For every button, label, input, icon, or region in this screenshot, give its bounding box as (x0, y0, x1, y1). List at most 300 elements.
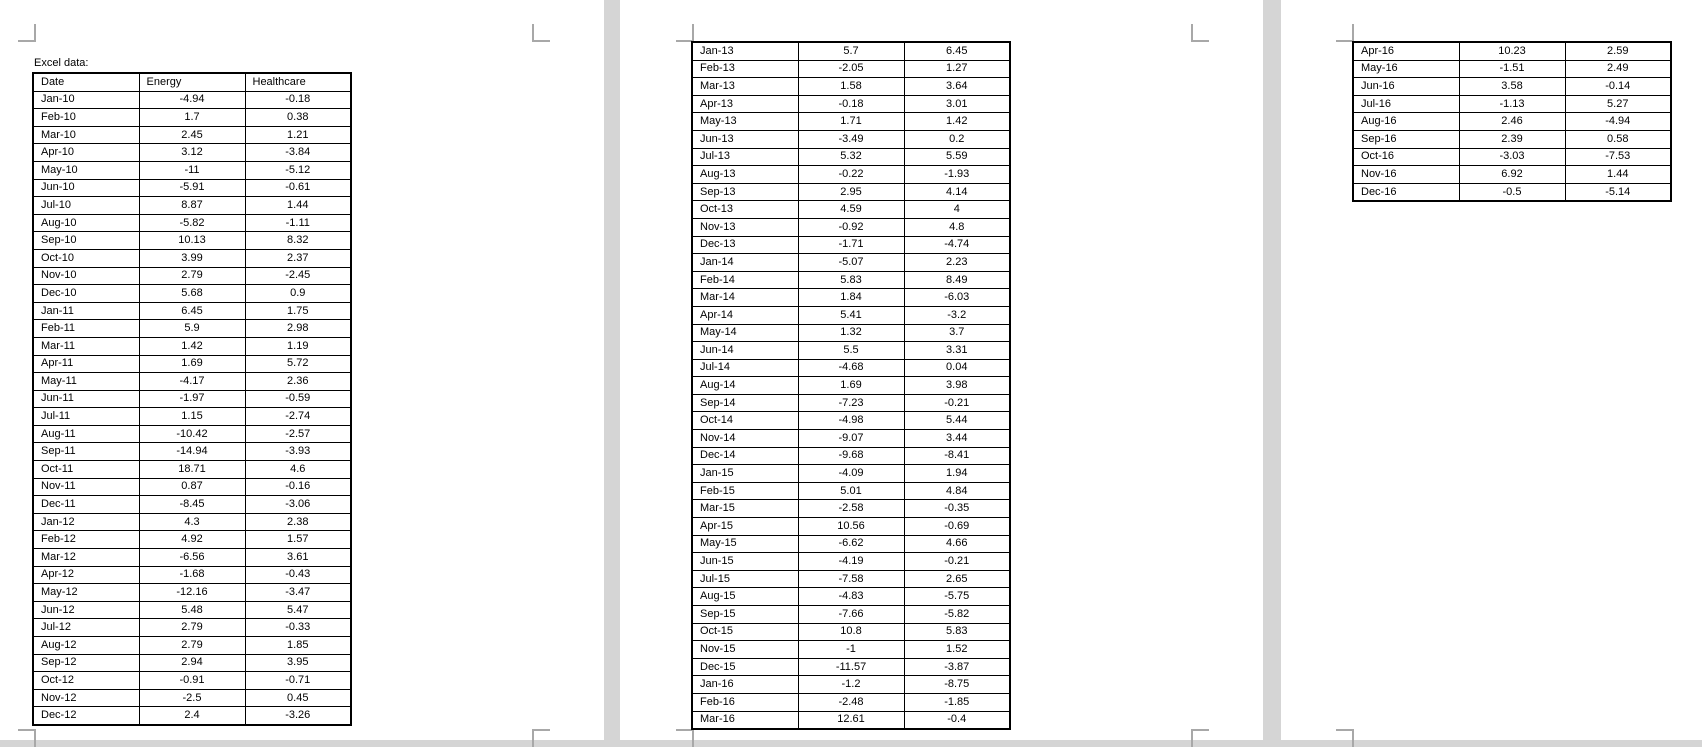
cell-date: Nov-14 (692, 430, 798, 448)
table-row (692, 183, 1010, 201)
table-row (692, 553, 1010, 571)
cell-healthcare: 4.8 (904, 218, 1010, 236)
cell-healthcare: -5.75 (904, 588, 1010, 606)
table-row (1353, 183, 1671, 201)
cell-date: Dec-16 (1353, 183, 1459, 201)
cell-healthcare: 4.84 (904, 482, 1010, 500)
cell-date: Sep-16 (1353, 130, 1459, 148)
cell-healthcare: 2.49 (1565, 60, 1671, 78)
table-row (33, 478, 351, 496)
cell-date: Apr-10 (33, 144, 139, 162)
cell-date: Dec-10 (33, 285, 139, 303)
cell-date: May-12 (33, 584, 139, 602)
cell-energy: 2.79 (139, 637, 245, 655)
cell-energy: 5.01 (798, 482, 904, 500)
cell-healthcare: 3.7 (904, 324, 1010, 342)
cell-healthcare: -5.12 (245, 161, 351, 179)
cell-date: Apr-12 (33, 566, 139, 584)
table-row (692, 711, 1010, 729)
cell-energy: 3.58 (1459, 78, 1565, 96)
table-row (33, 214, 351, 232)
table-row (33, 443, 351, 461)
cell-date: Sep-13 (692, 183, 798, 201)
cell-date: Aug-10 (33, 214, 139, 232)
cell-energy: 1.69 (798, 377, 904, 395)
cell-date: Apr-11 (33, 355, 139, 373)
cell-energy: -2.58 (798, 500, 904, 518)
table-row (692, 588, 1010, 606)
cell-healthcare: 1.19 (245, 337, 351, 355)
cell-healthcare: -3.93 (245, 443, 351, 461)
cell-date: Feb-16 (692, 693, 798, 711)
cell-date: Nov-16 (1353, 166, 1459, 184)
table-row (692, 306, 1010, 324)
cell-healthcare: 2.98 (245, 320, 351, 338)
cell-energy: 5.5 (798, 342, 904, 360)
cell-healthcare: 5.27 (1565, 95, 1671, 113)
cell-healthcare: 6.45 (904, 42, 1010, 60)
cell-date: Dec-12 (33, 707, 139, 725)
cell-energy: -1.71 (798, 236, 904, 254)
data-table-page-3 (1352, 41, 1672, 202)
cell-healthcare: 2.65 (904, 570, 1010, 588)
cell-energy: -0.92 (798, 218, 904, 236)
cell-date: Nov-13 (692, 218, 798, 236)
table-row (33, 637, 351, 655)
table-row (33, 619, 351, 637)
margin-corner-marker (1336, 24, 1354, 42)
table-row (692, 447, 1010, 465)
cell-healthcare: -3.47 (245, 584, 351, 602)
cell-date: Jul-10 (33, 197, 139, 215)
table-row (1353, 113, 1671, 131)
cell-healthcare: 3.31 (904, 342, 1010, 360)
cell-energy: 2.46 (1459, 113, 1565, 131)
table-row (692, 377, 1010, 395)
cell-healthcare: 1.85 (245, 637, 351, 655)
cell-date: Oct-15 (692, 623, 798, 641)
cell-date: Jul-14 (692, 359, 798, 377)
cell-energy: 5.32 (798, 148, 904, 166)
cell-healthcare: 4 (904, 201, 1010, 219)
cell-energy: 1.15 (139, 408, 245, 426)
cell-date: May-14 (692, 324, 798, 342)
table-row (33, 197, 351, 215)
cell-energy: -1.51 (1459, 60, 1565, 78)
table-row (692, 465, 1010, 483)
table-row (692, 60, 1010, 78)
cell-energy: 10.8 (798, 623, 904, 641)
cell-date: Feb-15 (692, 482, 798, 500)
cell-healthcare: -0.16 (245, 478, 351, 496)
cell-date: Sep-12 (33, 654, 139, 672)
cell-energy: -9.68 (798, 447, 904, 465)
cell-healthcare: 2.59 (1565, 42, 1671, 60)
cell-energy: -4.17 (139, 373, 245, 391)
cell-healthcare: -0.61 (245, 179, 351, 197)
cell-energy: 2.79 (139, 619, 245, 637)
table-row (33, 337, 351, 355)
table-row (692, 394, 1010, 412)
cell-energy: -1.68 (139, 566, 245, 584)
cell-energy: 18.71 (139, 461, 245, 479)
margin-corner-marker (1191, 729, 1209, 747)
table-row (33, 408, 351, 426)
cell-energy: 4.92 (139, 531, 245, 549)
table-row (33, 302, 351, 320)
margin-corner-marker (18, 729, 36, 747)
table-row (692, 693, 1010, 711)
cell-healthcare: -2.45 (245, 267, 351, 285)
table-row (33, 672, 351, 690)
cell-energy: 5.9 (139, 320, 245, 338)
table-row (33, 179, 351, 197)
table-row (33, 109, 351, 127)
cell-healthcare: 5.59 (904, 148, 1010, 166)
cell-energy: 1.71 (798, 113, 904, 131)
table-row (692, 570, 1010, 588)
table-row (692, 518, 1010, 536)
cell-energy: 6.92 (1459, 166, 1565, 184)
cell-energy: -6.56 (139, 549, 245, 567)
table-row (692, 676, 1010, 694)
cell-date: Aug-15 (692, 588, 798, 606)
cell-healthcare: 2.23 (904, 254, 1010, 272)
table-row (692, 236, 1010, 254)
cell-healthcare: 3.95 (245, 654, 351, 672)
cell-date: Aug-14 (692, 377, 798, 395)
cell-energy: 6.45 (139, 302, 245, 320)
cell-date: May-11 (33, 373, 139, 391)
cell-energy: 1.42 (139, 337, 245, 355)
table-row (33, 513, 351, 531)
cell-healthcare: 1.44 (245, 197, 351, 215)
cell-healthcare: 4.6 (245, 461, 351, 479)
cell-energy: 2.4 (139, 707, 245, 725)
cell-date: Mar-14 (692, 289, 798, 307)
cell-date: Jul-12 (33, 619, 139, 637)
cell-energy: -2.48 (798, 693, 904, 711)
cell-healthcare: -3.26 (245, 707, 351, 725)
table-row (33, 144, 351, 162)
cell-date: Nov-10 (33, 267, 139, 285)
table-row (33, 249, 351, 267)
cell-healthcare: 4.14 (904, 183, 1010, 201)
cell-healthcare: -0.35 (904, 500, 1010, 518)
margin-corner-marker (532, 24, 550, 42)
table-row (1353, 78, 1671, 96)
margin-corner-marker (18, 24, 36, 42)
cell-date: Oct-14 (692, 412, 798, 430)
cell-date: Mar-16 (692, 711, 798, 729)
margin-corner-marker (1336, 729, 1354, 747)
cell-energy: -10.42 (139, 425, 245, 443)
cell-date: Jan-12 (33, 513, 139, 531)
cell-date: Jul-13 (692, 148, 798, 166)
cell-date: Oct-16 (1353, 148, 1459, 166)
cell-date: Dec-13 (692, 236, 798, 254)
cell-date: Apr-15 (692, 518, 798, 536)
cell-healthcare: 1.75 (245, 302, 351, 320)
cell-date: Mar-15 (692, 500, 798, 518)
table-row (33, 161, 351, 179)
header-healthcare: Healthcare (245, 73, 351, 91)
cell-energy: -4.83 (798, 588, 904, 606)
table-row (33, 126, 351, 144)
table-row (33, 320, 351, 338)
cell-energy: 1.69 (139, 355, 245, 373)
cell-healthcare: 1.57 (245, 531, 351, 549)
cell-energy: 4.59 (798, 201, 904, 219)
cell-healthcare: -4.74 (904, 236, 1010, 254)
table-row (33, 654, 351, 672)
table-row (33, 531, 351, 549)
cell-energy: -4.19 (798, 553, 904, 571)
cell-energy: 5.7 (798, 42, 904, 60)
table-row (33, 566, 351, 584)
cell-energy: 5.68 (139, 285, 245, 303)
cell-date: Jan-14 (692, 254, 798, 272)
cell-energy: 1.32 (798, 324, 904, 342)
cell-energy: -0.22 (798, 166, 904, 184)
table-row (692, 113, 1010, 131)
cell-energy: 5.41 (798, 306, 904, 324)
cell-date: Jan-16 (692, 676, 798, 694)
cell-energy: -6.62 (798, 535, 904, 553)
margin-corner-marker (676, 729, 694, 747)
cell-energy: -12.16 (139, 584, 245, 602)
table-row (692, 342, 1010, 360)
cell-date: Jun-10 (33, 179, 139, 197)
cell-energy: -9.07 (798, 430, 904, 448)
cell-healthcare: -0.4 (904, 711, 1010, 729)
cell-healthcare: 3.01 (904, 95, 1010, 113)
cell-date: Nov-12 (33, 689, 139, 707)
cell-energy: -4.09 (798, 465, 904, 483)
cell-date: Apr-16 (1353, 42, 1459, 60)
cell-healthcare: -5.82 (904, 606, 1010, 624)
cell-energy: -1 (798, 641, 904, 659)
cell-healthcare: 0.2 (904, 130, 1010, 148)
cell-energy: 2.45 (139, 126, 245, 144)
table-row (33, 390, 351, 408)
cell-date: Nov-11 (33, 478, 139, 496)
cell-healthcare: 0.45 (245, 689, 351, 707)
margin-corner-marker (1191, 24, 1209, 42)
table-row (692, 148, 1010, 166)
table-row (692, 482, 1010, 500)
cell-energy: 5.48 (139, 601, 245, 619)
cell-healthcare: 1.21 (245, 126, 351, 144)
cell-energy: 1.7 (139, 109, 245, 127)
table-row (1353, 148, 1671, 166)
table-header-row (33, 73, 351, 91)
cell-healthcare: -4.94 (1565, 113, 1671, 131)
cell-energy: 10.13 (139, 232, 245, 250)
cell-date: May-15 (692, 535, 798, 553)
cell-energy: -4.68 (798, 359, 904, 377)
cell-date: Mar-10 (33, 126, 139, 144)
cell-healthcare: 1.42 (904, 113, 1010, 131)
cell-healthcare: -1.93 (904, 166, 1010, 184)
cell-date: Sep-10 (33, 232, 139, 250)
table-row (33, 689, 351, 707)
cell-date: Jan-11 (33, 302, 139, 320)
cell-energy: 3.99 (139, 249, 245, 267)
cell-healthcare: -0.14 (1565, 78, 1671, 96)
cell-date: Jun-15 (692, 553, 798, 571)
cell-energy: -8.45 (139, 496, 245, 514)
cell-energy: -5.82 (139, 214, 245, 232)
cell-date: Feb-12 (33, 531, 139, 549)
table-row (1353, 60, 1671, 78)
cell-energy: -11.57 (798, 658, 904, 676)
cell-healthcare: 5.44 (904, 412, 1010, 430)
cell-date: Mar-13 (692, 78, 798, 96)
table-row (692, 271, 1010, 289)
cell-date: Jul-11 (33, 408, 139, 426)
table-row (692, 430, 1010, 448)
cell-energy: -7.23 (798, 394, 904, 412)
cell-energy: 5.83 (798, 271, 904, 289)
cell-healthcare: 3.64 (904, 78, 1010, 96)
cell-date: Jun-12 (33, 601, 139, 619)
cell-energy: 2.95 (798, 183, 904, 201)
cell-date: Oct-10 (33, 249, 139, 267)
cell-energy: -3.03 (1459, 148, 1565, 166)
cell-energy: -4.94 (139, 91, 245, 109)
table-row (33, 549, 351, 567)
cell-date: Jun-11 (33, 390, 139, 408)
cell-healthcare: 0.04 (904, 359, 1010, 377)
cell-healthcare: -0.18 (245, 91, 351, 109)
table-row (692, 535, 1010, 553)
table-row (33, 373, 351, 391)
cell-date: Sep-15 (692, 606, 798, 624)
cell-healthcare: -8.41 (904, 447, 1010, 465)
cell-healthcare: -2.74 (245, 408, 351, 426)
cell-energy: -5.91 (139, 179, 245, 197)
cell-healthcare: -3.2 (904, 306, 1010, 324)
cell-energy: -2.05 (798, 60, 904, 78)
cell-healthcare: 3.61 (245, 549, 351, 567)
cell-healthcare: -3.84 (245, 144, 351, 162)
table-row (692, 623, 1010, 641)
table-row (692, 641, 1010, 659)
table-row (692, 412, 1010, 430)
cell-healthcare: 2.38 (245, 513, 351, 531)
table-row (33, 707, 351, 725)
cell-energy: -1.2 (798, 676, 904, 694)
cell-energy: -11 (139, 161, 245, 179)
cell-healthcare: -3.87 (904, 658, 1010, 676)
cell-healthcare: -5.14 (1565, 183, 1671, 201)
table-row (1353, 95, 1671, 113)
cell-energy: -1.13 (1459, 95, 1565, 113)
cell-healthcare: -0.43 (245, 566, 351, 584)
table-row (692, 42, 1010, 60)
data-table-page-2 (691, 41, 1011, 730)
cell-energy: -14.94 (139, 443, 245, 461)
cell-energy: -0.91 (139, 672, 245, 690)
cell-date: Sep-11 (33, 443, 139, 461)
cell-energy: 4.3 (139, 513, 245, 531)
cell-healthcare: 5.83 (904, 623, 1010, 641)
cell-energy: -4.98 (798, 412, 904, 430)
cell-healthcare: -0.59 (245, 390, 351, 408)
cell-date: Aug-11 (33, 425, 139, 443)
table-row (33, 232, 351, 250)
cell-energy: -5.07 (798, 254, 904, 272)
cell-date: May-13 (692, 113, 798, 131)
cell-healthcare: -8.75 (904, 676, 1010, 694)
cell-healthcare: -0.71 (245, 672, 351, 690)
cell-healthcare: -0.21 (904, 394, 1010, 412)
table-row (692, 95, 1010, 113)
table-row (692, 254, 1010, 272)
cell-healthcare: 4.66 (904, 535, 1010, 553)
table-row (33, 355, 351, 373)
excel-data-caption: Excel data: (34, 57, 89, 69)
cell-healthcare: -0.33 (245, 619, 351, 637)
cell-date: Dec-14 (692, 447, 798, 465)
cell-healthcare: 2.36 (245, 373, 351, 391)
cell-healthcare: 3.98 (904, 377, 1010, 395)
cell-energy: -1.97 (139, 390, 245, 408)
cell-healthcare: 8.32 (245, 232, 351, 250)
table-row (692, 201, 1010, 219)
cell-energy: 12.61 (798, 711, 904, 729)
cell-date: May-16 (1353, 60, 1459, 78)
header-energy: Energy (139, 73, 245, 91)
cell-energy: -0.18 (798, 95, 904, 113)
cell-healthcare: -7.53 (1565, 148, 1671, 166)
margin-corner-marker (532, 729, 550, 747)
table-row (33, 285, 351, 303)
cell-date: Apr-14 (692, 306, 798, 324)
cell-date: Oct-13 (692, 201, 798, 219)
cell-energy: -0.5 (1459, 183, 1565, 201)
cell-date: Jan-10 (33, 91, 139, 109)
cell-healthcare: -0.69 (904, 518, 1010, 536)
cell-energy: 1.84 (798, 289, 904, 307)
cell-healthcare: -1.11 (245, 214, 351, 232)
cell-date: Feb-11 (33, 320, 139, 338)
data-table-page-1 (32, 72, 352, 726)
cell-energy: -3.49 (798, 130, 904, 148)
cell-healthcare: -2.57 (245, 425, 351, 443)
cell-date: Apr-13 (692, 95, 798, 113)
cell-healthcare: 3.44 (904, 430, 1010, 448)
cell-healthcare: 1.27 (904, 60, 1010, 78)
cell-energy: 10.23 (1459, 42, 1565, 60)
cell-date: Dec-15 (692, 658, 798, 676)
table-row (1353, 166, 1671, 184)
table-row (692, 606, 1010, 624)
cell-energy: 2.39 (1459, 130, 1565, 148)
cell-energy: 0.87 (139, 478, 245, 496)
cell-healthcare: 0.58 (1565, 130, 1671, 148)
cell-energy: -7.66 (798, 606, 904, 624)
cell-energy: 2.94 (139, 654, 245, 672)
cell-healthcare: 2.37 (245, 249, 351, 267)
cell-date: May-10 (33, 161, 139, 179)
table-row (33, 267, 351, 285)
table-row (33, 496, 351, 514)
cell-date: Feb-10 (33, 109, 139, 127)
table-row (33, 461, 351, 479)
cell-date: Aug-13 (692, 166, 798, 184)
